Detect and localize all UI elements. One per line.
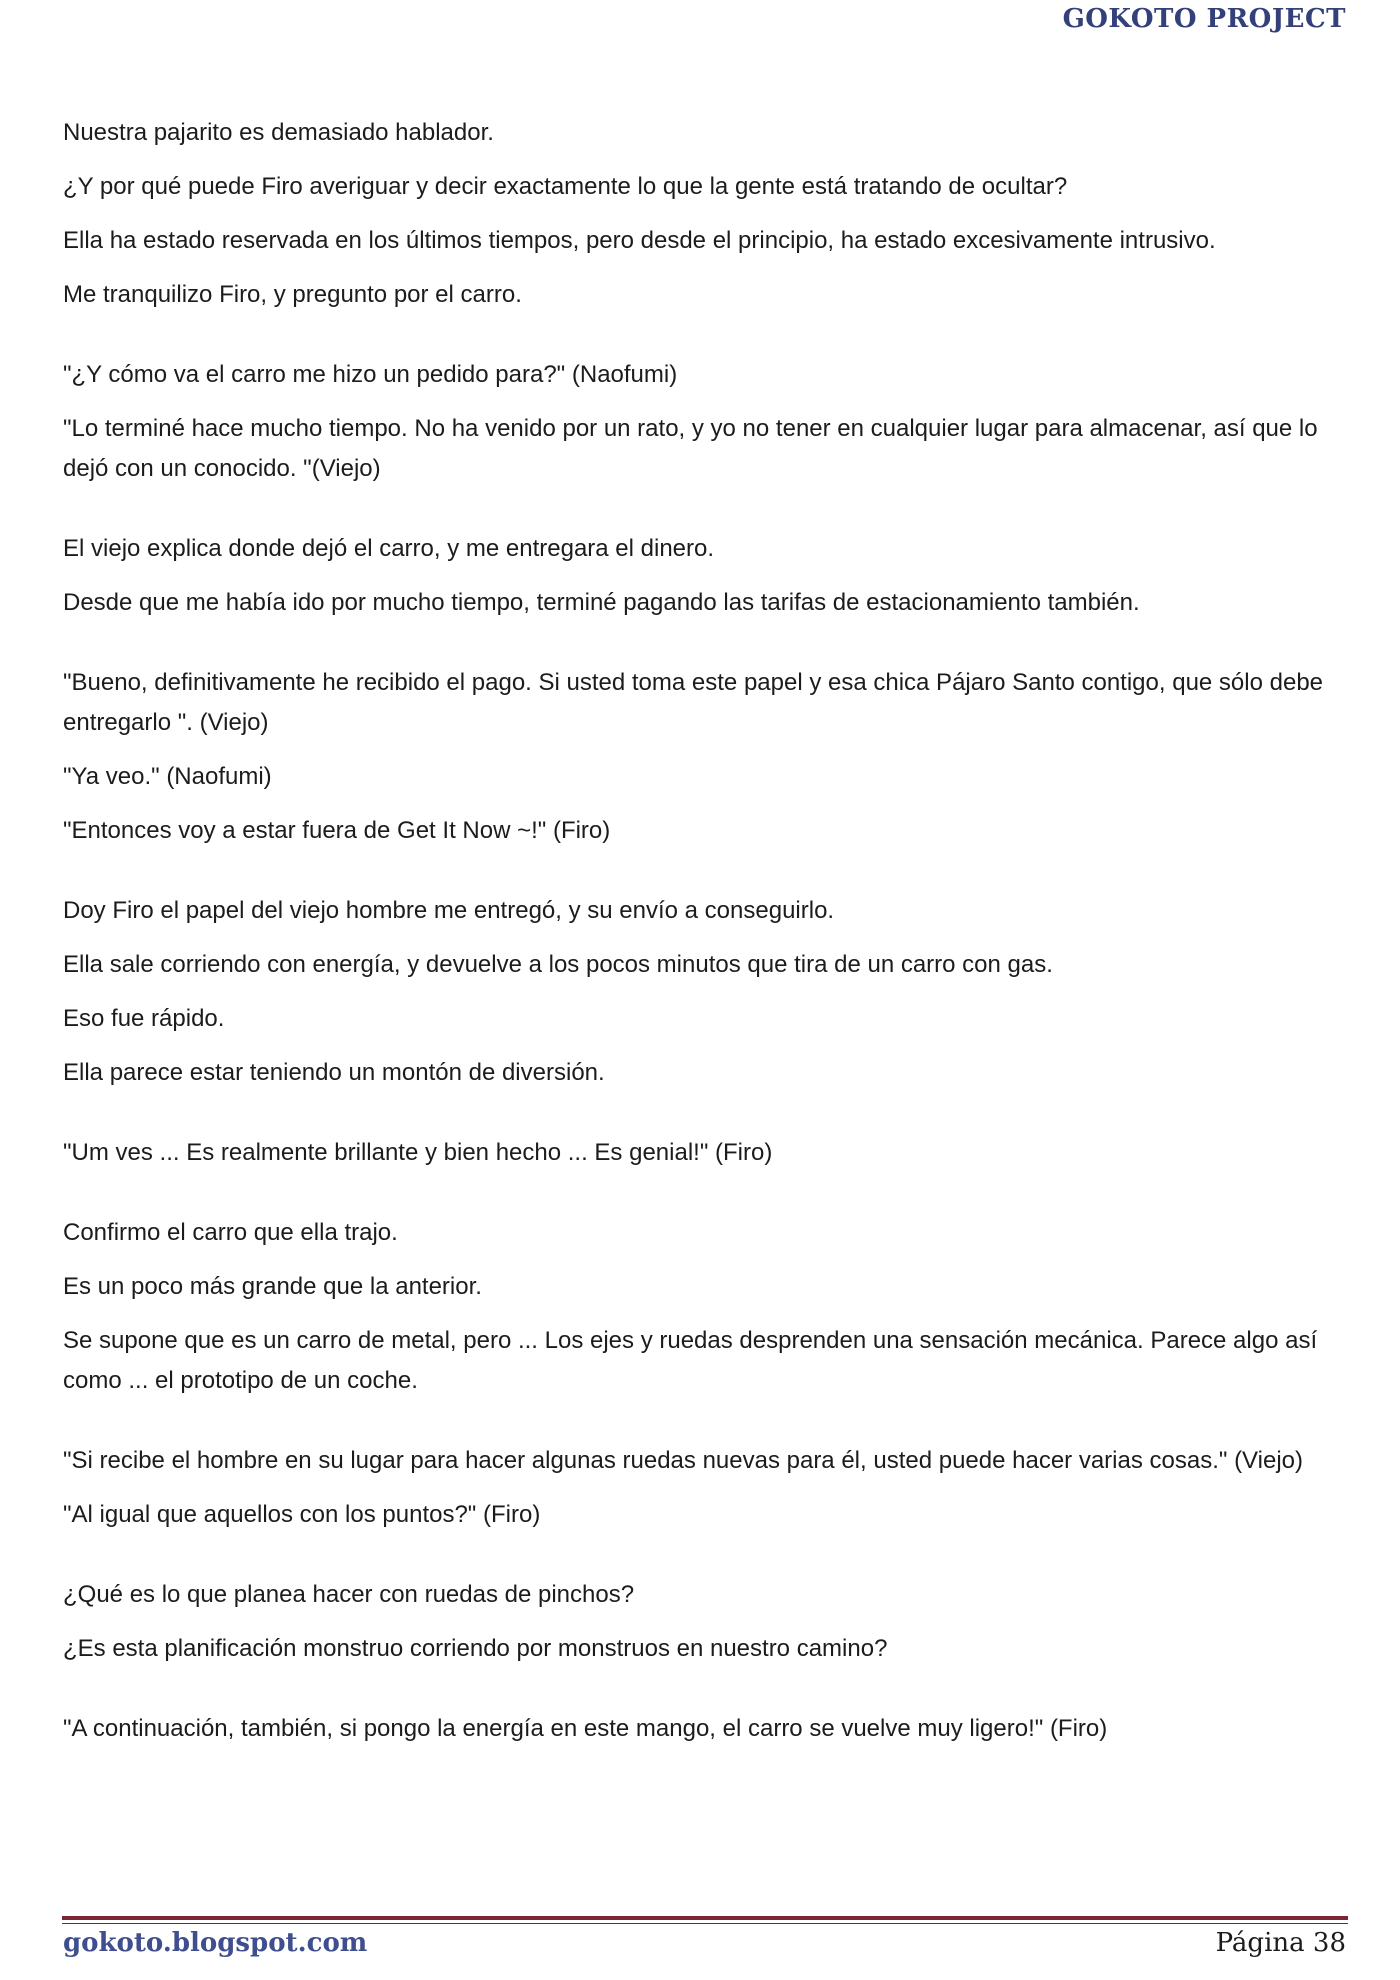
- paragraph: El viejo explica donde dejó el carro, y me entregara el dinero.: [63, 535, 715, 562]
- paragraph: "Si recibe el hombre en su lugar para hacer algunas ruedas nuevas para él, usted puede hacer varias cosas." (Viejo): [63, 1447, 1303, 1474]
- paragraph: "Entonces voy a estar fuera de Get It Now ~!" (Firo): [63, 817, 611, 844]
- paragraph: Ella sale corriendo con energía, y devuelve a los pocos minutos que tira de un carro con gas.: [63, 951, 1053, 978]
- page-body: [63, 113, 1343, 1763]
- paragraph: "Bueno, definitivamente he recibido el pago. Si usted toma este papel y esa chica Pájaro Santo contigo, que sólo debe entregarlo ". (Viejo): [63, 669, 1324, 736]
- footer-divider-thin: [62, 1923, 1348, 1924]
- header-brand-logo: GOKOTO PROJECT: [1062, 4, 1346, 34]
- paragraph: Ella ha estado reservada en los últimos tiempos, pero desde el principio, ha estado excesivamente intrusivo.: [63, 227, 1216, 254]
- paragraph: Es un poco más grande que la anterior.: [63, 1273, 482, 1300]
- paragraph: Me tranquilizo Firo, y pregunto por el carro.: [63, 281, 522, 308]
- paragraph: ¿Qué es lo que planea hacer con ruedas de pinchos?: [63, 1581, 635, 1608]
- paragraph: ¿Es esta planificación monstruo corriendo por monstruos en nuestro camino?: [63, 1635, 888, 1662]
- paragraph: Desde que me había ido por mucho tiempo, terminé pagando las tarifas de estacionamiento también.: [63, 589, 1140, 616]
- paragraph: Doy Firo el papel del viejo hombre me entregó, y su envío a conseguirlo.: [63, 897, 835, 924]
- paragraph: Ella parece estar teniendo un montón de diversión.: [63, 1059, 605, 1086]
- paragraph: "Ya veo." (Naofumi): [63, 763, 272, 790]
- footer-page-number: Página 38: [1215, 1928, 1346, 1958]
- footer-site-link[interactable]: gokoto.blogspot.com: [63, 1928, 368, 1958]
- paragraph: Confirmo el carro que ella trajo.: [63, 1219, 398, 1246]
- paragraph: Eso fue rápido.: [63, 1005, 225, 1032]
- paragraph: "Lo terminé hace mucho tiempo. No ha venido por un rato, y yo no tener en cualquier lugar para almacenar, así que lo dejó con un conocido. "(Viejo): [63, 415, 1318, 482]
- paragraph: Se supone que es un carro de metal, pero ... Los ejes y ruedas desprenden una sensación mecánica. Parece algo así como ... el prototipo de un coche.: [63, 1327, 1318, 1394]
- paragraph: ¿Y por qué puede Firo averiguar y decir exactamente lo que la gente está tratando de ocultar?: [63, 173, 1068, 200]
- paragraph: "¿Y cómo va el carro me hizo un pedido para?" (Naofumi): [63, 361, 678, 388]
- paragraph: Nuestra pajarito es demasiado hablador.: [63, 119, 494, 146]
- paragraph: "Al igual que aquellos con los puntos?" (Firo): [63, 1501, 541, 1528]
- footer-divider: [62, 1916, 1348, 1920]
- paragraph: "A continuación, también, si pongo la energía en este mango, el carro se vuelve muy ligero!" (Firo): [63, 1715, 1108, 1742]
- paragraph: "Um ves ... Es realmente brillante y bien hecho ... Es genial!" (Firo): [63, 1139, 773, 1166]
